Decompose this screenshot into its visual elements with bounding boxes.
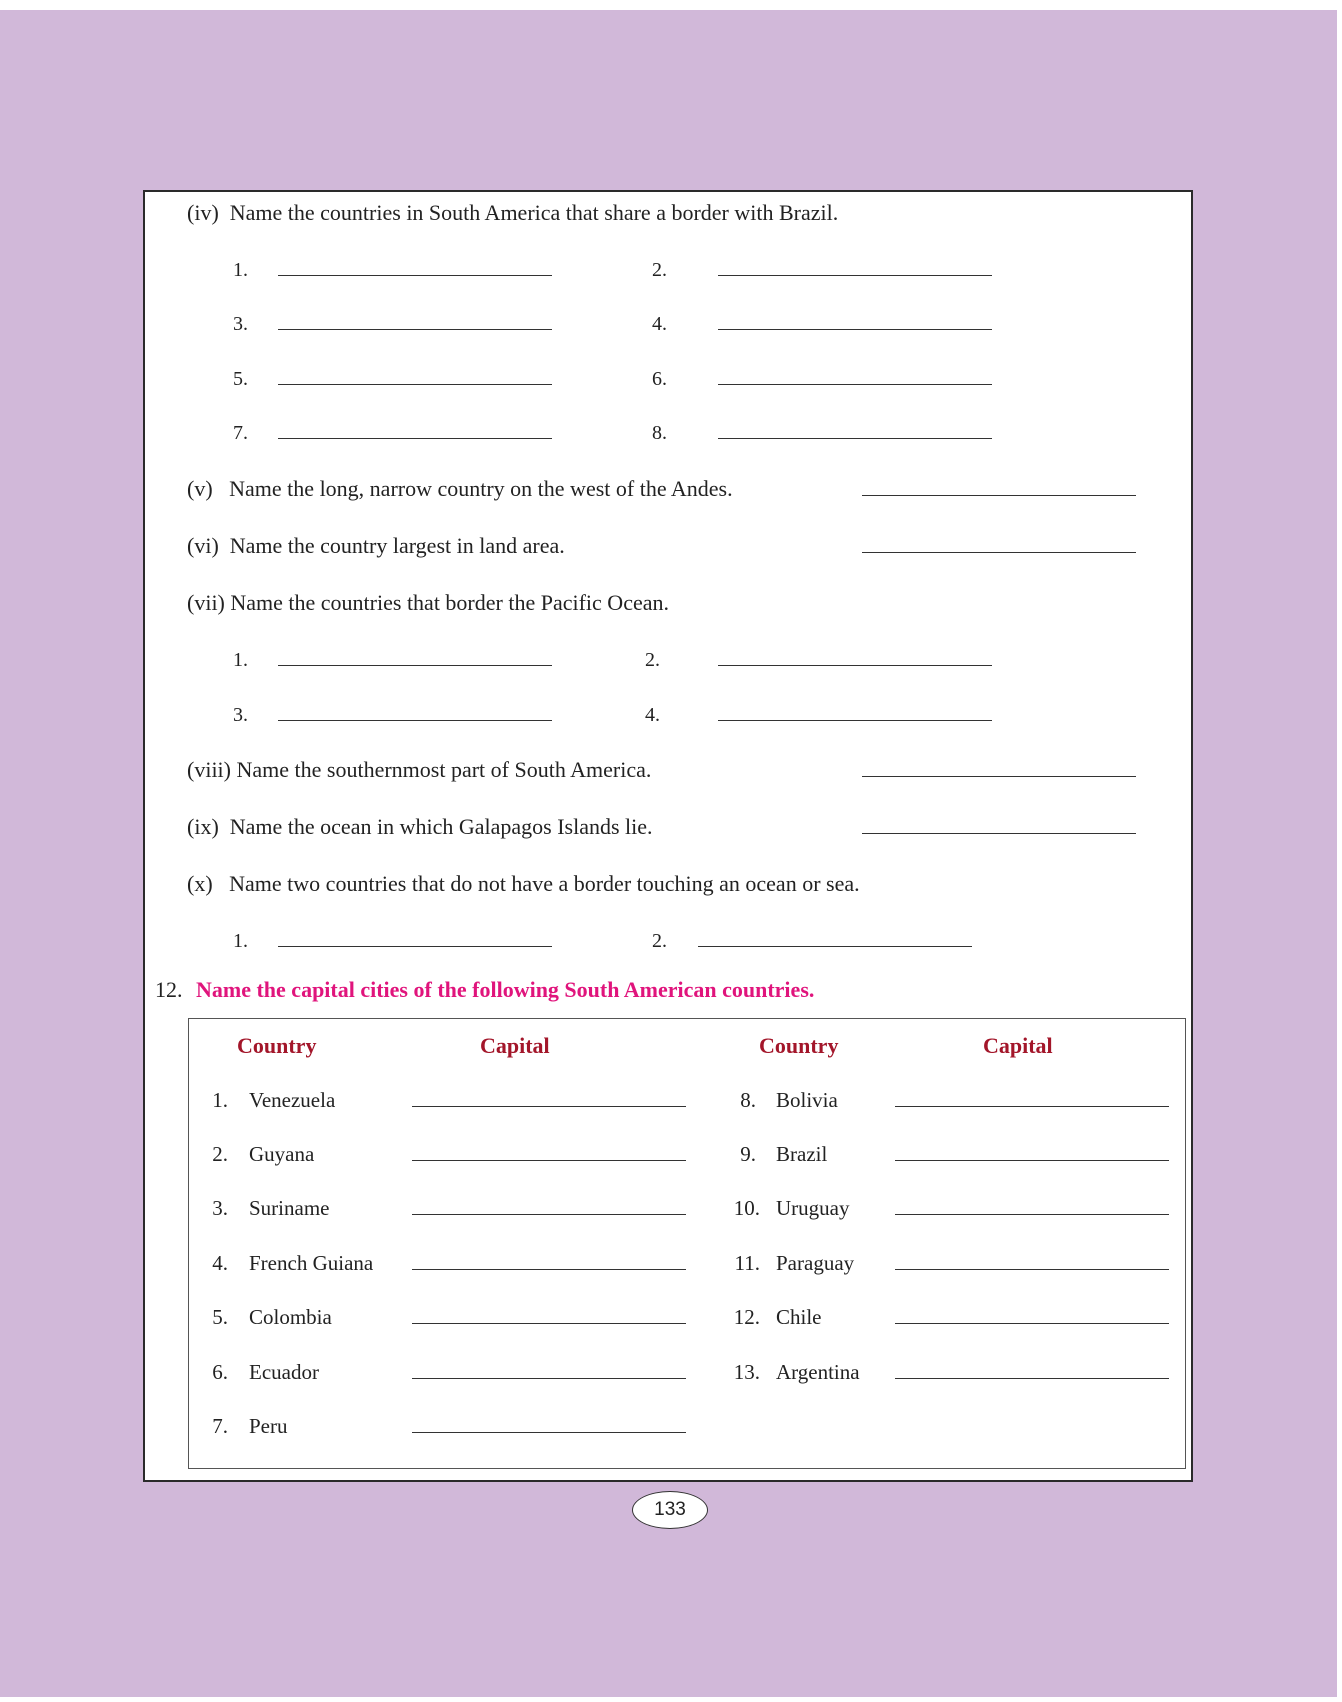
country-name: Peru [249,1414,288,1438]
country-name: Argentina [776,1360,860,1384]
row-number: 12. [733,1305,760,1329]
question-number: (ix) [187,814,219,839]
row-number: 13. [733,1360,760,1384]
row-number: 5. [212,1305,228,1329]
answer-blank[interactable] [278,665,552,666]
country-name: Paraguay [776,1251,855,1275]
row-number: 6. [212,1360,228,1384]
answer-blank[interactable] [698,946,972,947]
answer-blank[interactable] [862,833,1136,834]
question-ix [187,814,653,840]
question-number: (v) [187,476,213,501]
question-vi [187,533,565,559]
answer-blank[interactable] [718,329,992,330]
blank-number: 6. [652,368,667,390]
country-name: Guyana [249,1142,315,1166]
answer-blank[interactable] [278,384,552,385]
capital-answer-blank[interactable] [895,1160,1169,1161]
question-number: (vi) [187,533,219,558]
row-number: 2. [212,1142,228,1166]
question-text: Name two countries that do not have a border touching an ocean or sea. [229,871,860,896]
question-text: Name the country largest in land area. [229,533,565,558]
capitals-table [188,1018,1186,1469]
blank-number: 5. [233,368,248,390]
question-text: Name the countries in South America that share a border with Brazil. [229,200,839,225]
question-text: Name the ocean in which Galapagos Islands lie. [229,814,653,839]
capital-answer-blank[interactable] [895,1106,1169,1107]
answer-blank[interactable] [718,275,992,276]
question-number: (x) [187,871,213,896]
row-number: 4. [212,1251,228,1275]
blank-number: 4. [652,313,667,335]
blank-number: 2. [645,649,660,671]
answer-blank[interactable] [278,720,552,721]
question-text: Name the long, narrow country on the west of the Andes. [229,476,733,501]
row-number: 10. [733,1196,760,1220]
column-header-capital: Capital [983,1033,1053,1058]
country-name: Bolivia [776,1088,838,1112]
page-number-badge [632,1491,708,1529]
blank-number: 3. [233,704,248,726]
answer-blank[interactable] [862,776,1136,777]
answer-blank[interactable] [278,329,552,330]
capital-answer-blank[interactable] [895,1214,1169,1215]
row-number: 8. [740,1088,756,1112]
question-number: (vii) [187,590,225,615]
capital-answer-blank[interactable] [895,1378,1169,1379]
question-12-number: 12. [155,977,183,1002]
blank-number: 1. [233,259,248,281]
country-name: Chile [776,1305,822,1329]
capital-answer-blank[interactable] [412,1214,686,1215]
column-header-capital: Capital [480,1033,550,1058]
blank-number: 4. [645,704,660,726]
capital-answer-blank[interactable] [895,1323,1169,1324]
capital-answer-blank[interactable] [412,1160,686,1161]
answer-blank[interactable] [718,665,992,666]
column-header-country: Country [237,1033,317,1058]
blank-number: 2. [652,930,667,952]
blank-number: 2. [652,259,667,281]
capital-answer-blank[interactable] [412,1432,686,1433]
capital-answer-blank[interactable] [412,1323,686,1324]
question-number: (viii) [187,757,231,782]
country-name: Colombia [249,1305,332,1329]
question-vii [187,590,669,616]
question-iv [187,200,838,226]
blank-number: 7. [233,422,248,444]
capital-answer-blank[interactable] [412,1106,686,1107]
question-12-heading: Name the capital cities of the following South American countries. [196,977,815,1002]
blank-number: 1. [233,649,248,671]
country-name: Uruguay [776,1196,850,1220]
answer-blank[interactable] [278,275,552,276]
capital-answer-blank[interactable] [895,1269,1169,1270]
answer-blank[interactable] [278,438,552,439]
question-number: (iv) [187,200,219,225]
country-name: Suriname [249,1196,330,1220]
capital-answer-blank[interactable] [412,1269,686,1270]
country-name: Venezuela [249,1088,336,1112]
row-number: 1. [212,1088,228,1112]
capital-answer-blank[interactable] [412,1378,686,1379]
question-viii [187,757,651,783]
question-x [187,871,860,897]
row-number: 11. [734,1251,760,1275]
question-text: Name the southernmost part of South America. [236,757,652,782]
row-number: 9. [740,1142,756,1166]
answer-blank[interactable] [862,552,1136,553]
blank-number: 8. [652,422,667,444]
answer-blank[interactable] [718,384,992,385]
column-header-country: Country [759,1033,839,1058]
blank-number: 1. [233,930,248,952]
question-v [187,476,733,502]
country-name: Ecuador [249,1360,319,1384]
row-number: 3. [212,1196,228,1220]
question-text: Name the countries that border the Pacific Ocean. [230,590,669,615]
country-name: French Guiana [249,1251,374,1275]
row-number: 7. [212,1414,228,1438]
answer-blank[interactable] [862,495,1136,496]
answer-blank[interactable] [718,438,992,439]
answer-blank[interactable] [718,720,992,721]
page-number: 133 [654,1499,686,1520]
country-name: Brazil [776,1142,828,1166]
answer-blank[interactable] [278,946,552,947]
blank-number: 3. [233,313,248,335]
